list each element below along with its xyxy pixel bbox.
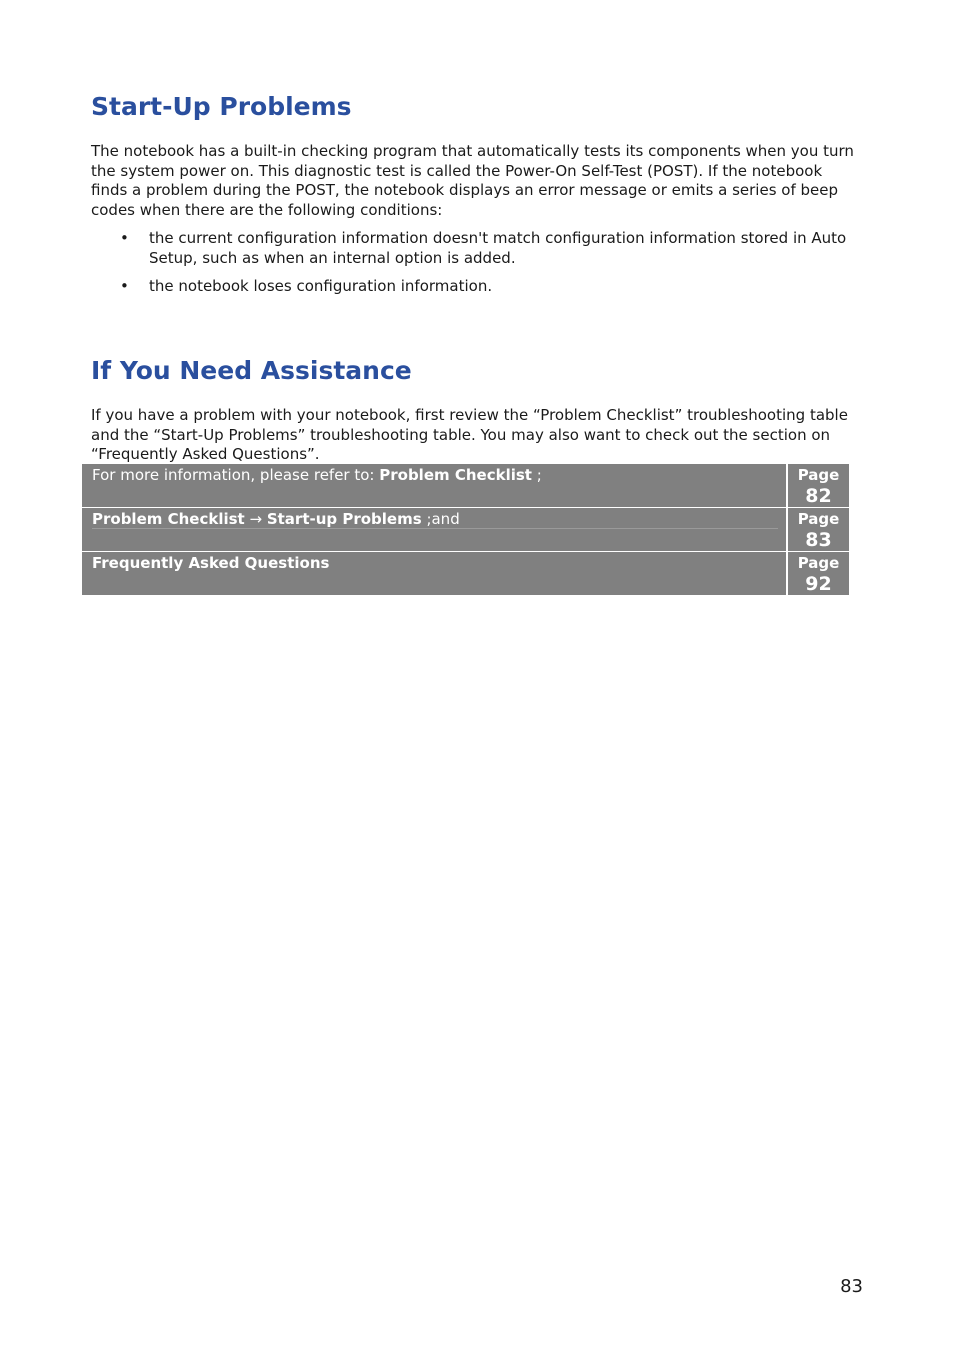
- link-frequently-asked-questions[interactable]: Frequently Asked Questions: [92, 554, 330, 572]
- reference-cell: [82, 464, 786, 507]
- bullet-icon: •: [120, 277, 129, 295]
- section-heading-if-you-need-assistance: If You Need Assistance: [91, 356, 412, 385]
- list-item: [91, 229, 863, 268]
- page-reference-cell[interactable]: [788, 508, 849, 551]
- reference-cell: [82, 552, 786, 595]
- reference-cell: [82, 508, 786, 551]
- page-label: Page: [797, 466, 840, 484]
- arrow-icon: →: [244, 510, 267, 528]
- list-item-text: the notebook loses configuration information.: [149, 277, 493, 295]
- bullet-icon: •: [120, 229, 129, 247]
- page-number: 83: [840, 1276, 863, 1297]
- page-reference-number: 82: [805, 485, 832, 507]
- section-heading-startup-problems: Start-Up Problems: [91, 92, 352, 121]
- reference-table: [82, 464, 859, 596]
- table-row: [82, 508, 859, 551]
- reference-suffix: ;: [531, 466, 542, 484]
- page-label: Page: [797, 554, 840, 572]
- list-item-text: the current configuration information doesn't match configuration information stored in Auto Setup, such as when an internal option is added.: [149, 229, 847, 267]
- link-problem-checklist[interactable]: Problem Checklist: [92, 510, 245, 528]
- list-item: [91, 277, 863, 297]
- reference-prefix: For more information, please refer to:: [92, 466, 380, 484]
- page-reference-number: 92: [805, 573, 832, 595]
- startup-paragraph: The notebook has a built-in checking program that automatically tests its components when you turn the system power on. This diagnostic test is called the Power-On Self-Test (POST). If the notebook finds a problem during the POST, the notebook displays an error message or emits a series of beep codes when there are the following conditions:: [91, 142, 854, 219]
- table-row: [82, 464, 859, 507]
- link-problem-checklist[interactable]: Problem Checklist: [379, 466, 532, 484]
- page-label: Page: [797, 510, 840, 528]
- reference-suffix: ;and: [421, 510, 460, 528]
- page-reference-cell[interactable]: [788, 552, 849, 595]
- table-row: [82, 552, 859, 595]
- page-reference-cell[interactable]: [788, 464, 849, 507]
- page-reference-number: 83: [805, 529, 832, 551]
- assistance-paragraph: If you have a problem with your notebook, first review the “Problem Checklist” troubleshooting table and the “Start-Up Problems” troubleshooting table. You may also want to check out the section on “Frequently Asked Questions”.: [91, 406, 848, 463]
- divider: [92, 528, 778, 529]
- link-start-up-problems[interactable]: Start-up Problems: [266, 510, 422, 528]
- startup-conditions-list: [91, 229, 863, 306]
